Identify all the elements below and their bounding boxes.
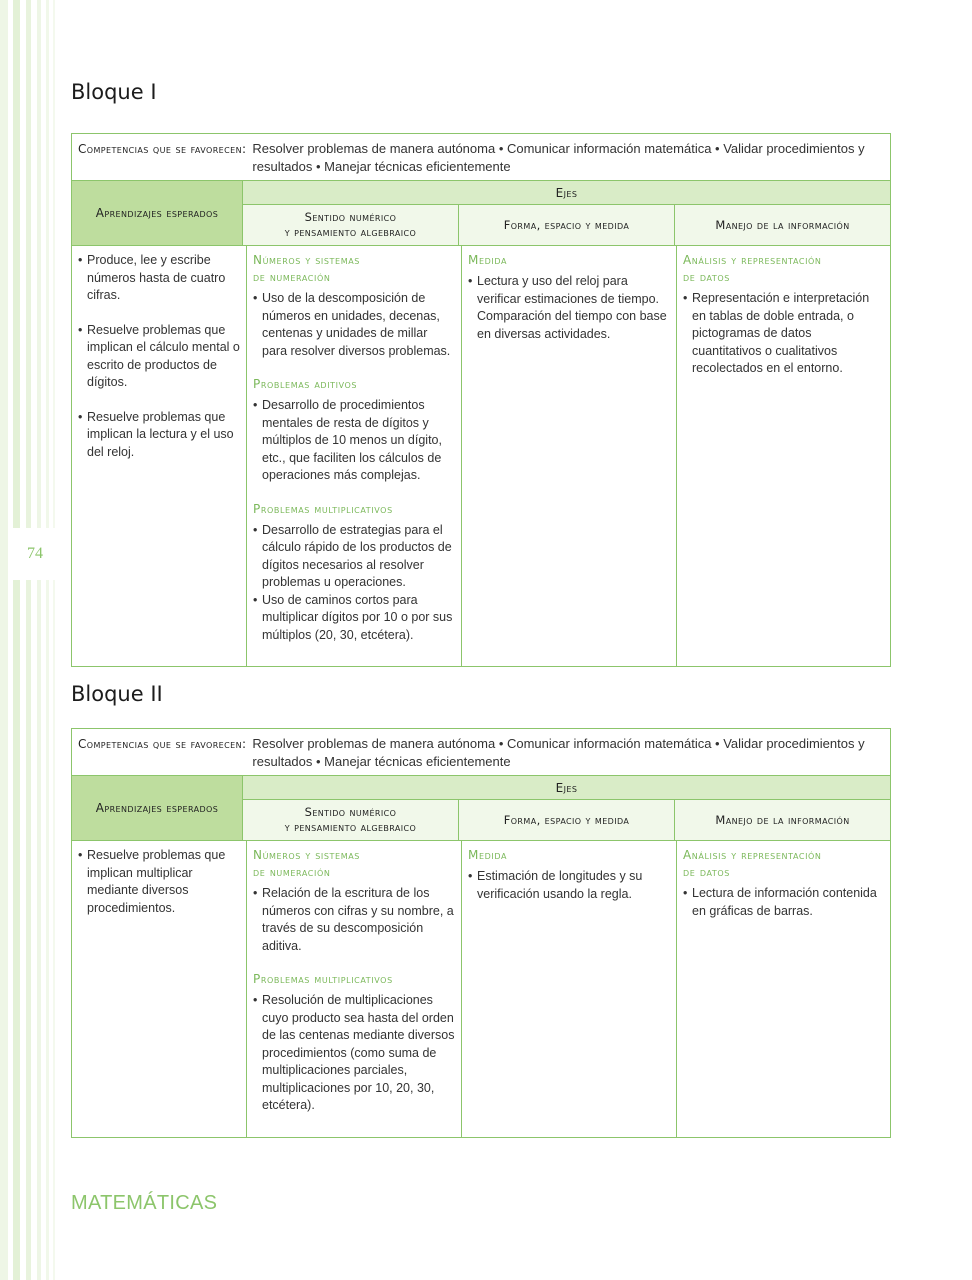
- section-heading: Problemas aditivos: [253, 377, 358, 391]
- content-item: • Desarrollo de estrategias para el cálculo rápido de los productos de dígitos necesarios al resolver problemas u operaciones.: [253, 522, 455, 592]
- eje-header-forma-espacio-medida: Forma, espacio y medida: [459, 205, 675, 245]
- ejes-header-group: [243, 776, 890, 840]
- content-item: • Representación e interpretación en tablas de doble entrada, o pictogramas de datos cuantitativos o cualitativos recolectados en el entorno.: [683, 290, 884, 378]
- eje-header-manejo-informacion: Manejo de la información: [715, 217, 850, 232]
- section-heading: Análisis y representación de datos: [683, 253, 822, 284]
- content-list: [253, 290, 455, 360]
- content-item: • Uso de caminos cortos para multiplicar dígitos por 10 o por sus múltiplos (20, 30, etcétera).: [253, 592, 455, 645]
- eje-header-sentido-numerico: Sentido numérico y pensamiento algebraico: [243, 205, 459, 245]
- eje-header-forma-espacio-medida: Forma, espacio y medida: [459, 800, 675, 840]
- ejes-header-group: [243, 181, 890, 245]
- content-item: • Uso de la descomposición de números en unidades, decenas, centenas y unidades de millar para resolver diversos problemas.: [253, 290, 455, 360]
- content-item: • Desarrollo de procedimientos mentales de resta de dígitos y múltiplos de 10 menos un dígito, etc., que faciliten los cálculos de operaciones más complejas.: [253, 397, 455, 485]
- aprendizajes-cell: [72, 841, 247, 1137]
- aprendizajes-list: [78, 847, 240, 917]
- section-heading: Análisis y representación de datos: [683, 848, 822, 879]
- aprendizajes-cell: [72, 246, 247, 666]
- content-list: [253, 885, 455, 955]
- aprendizaje-item: • Produce, lee y escribe números hasta de cuatro cifras.: [78, 252, 240, 305]
- section-heading: Problemas multiplicativos: [253, 972, 393, 986]
- content-list: [683, 290, 884, 378]
- eje-cell-2: [462, 841, 677, 1137]
- content-item: • Estimación de longitudes y su verificación usando la regla.: [468, 868, 670, 903]
- eje-cell-2: [462, 246, 677, 666]
- bloque-1-table: [71, 133, 891, 667]
- aprendizajes-header: Aprendizajes esperados: [72, 776, 243, 840]
- eje-cell-3: [677, 841, 890, 1137]
- competencias-text: Resolver problemas de manera autónoma • Comunicar información matemática • Validar procedimientos y resultados • Manejar técnicas eficientemente: [252, 736, 865, 769]
- bloque-2-title: Bloque II: [71, 682, 163, 706]
- competencias-row: [72, 729, 890, 776]
- eje-cell-1: [247, 841, 462, 1137]
- table-header: [72, 776, 890, 841]
- section-heading: Medida: [468, 848, 508, 862]
- ejes-columns: [243, 205, 890, 245]
- aprendizaje-item: • Resuelve problemas que implican multiplicar mediante diversos procedimientos.: [78, 847, 240, 917]
- eje-header-sentido-numerico: Sentido numérico y pensamiento algebraico: [243, 800, 459, 840]
- content-list: [683, 885, 884, 920]
- aprendizajes-list: [78, 252, 240, 461]
- eje-cell-3: [677, 246, 890, 666]
- content-item: • Lectura y uso del reloj para verificar estimaciones de tiempo. Comparación del tiempo con base en diversas actividades.: [468, 273, 670, 343]
- content-list: [253, 397, 455, 485]
- page-number: 74: [27, 545, 43, 562]
- competencias-label: Competencias que se favorecen:: [78, 737, 247, 751]
- ejes-header: Ejes: [243, 181, 890, 205]
- eje-cell-1: [247, 246, 462, 666]
- competencias-label: Competencias que se favorecen:: [78, 142, 247, 156]
- content-item: • Relación de la escritura de los números con cifras y su nombre, a través de su descomposición aditiva.: [253, 885, 455, 955]
- section-heading: Problemas multiplicativos: [253, 501, 393, 516]
- ejes-columns: [243, 800, 890, 840]
- page-number-box: [13, 528, 57, 580]
- subject-footer: MATEMÁTICAS: [71, 1192, 218, 1214]
- section-heading: Medida: [468, 253, 508, 267]
- competencias-text: Resolver problemas de manera autónoma • Comunicar información matemática • Validar procedimientos y resultados • Manejar técnicas eficientemente: [252, 141, 865, 174]
- content-list: [468, 868, 670, 903]
- content-list: [253, 992, 455, 1115]
- section-heading: Números y sistemas de numeración: [253, 848, 360, 879]
- competencias-row: [72, 134, 890, 181]
- aprendizaje-item: • Resuelve problemas que implican el cálculo mental o escrito de productos de dígitos.: [78, 322, 240, 392]
- section-heading: Números y sistemas de numeración: [253, 253, 360, 284]
- table-header: [72, 181, 890, 246]
- aprendizaje-item: • Resuelve problemas que implican la lectura y el uso del reloj.: [78, 409, 240, 462]
- content-item: • Lectura de información contenida en gráficas de barras.: [683, 885, 884, 920]
- content-item: • Resolución de multiplicaciones cuyo producto sea hasta del orden de las centenas mediante diversos procedimientos (como suma de multiplicaciones parciales, multiplicaciones por 10, 20, 30, etcétera).: [253, 992, 455, 1115]
- bloque-2-table: [71, 728, 891, 1138]
- table-body: [72, 841, 890, 1137]
- ejes-header: Ejes: [243, 776, 890, 800]
- content-list: [253, 522, 455, 645]
- margin-stripes: [0, 0, 56, 1280]
- eje-header-manejo-informacion: Manejo de la información: [715, 812, 850, 827]
- content-list: [468, 273, 670, 343]
- aprendizajes-header: Aprendizajes esperados: [72, 181, 243, 245]
- bloque-1-title: Bloque I: [71, 80, 157, 104]
- table-body: [72, 246, 890, 666]
